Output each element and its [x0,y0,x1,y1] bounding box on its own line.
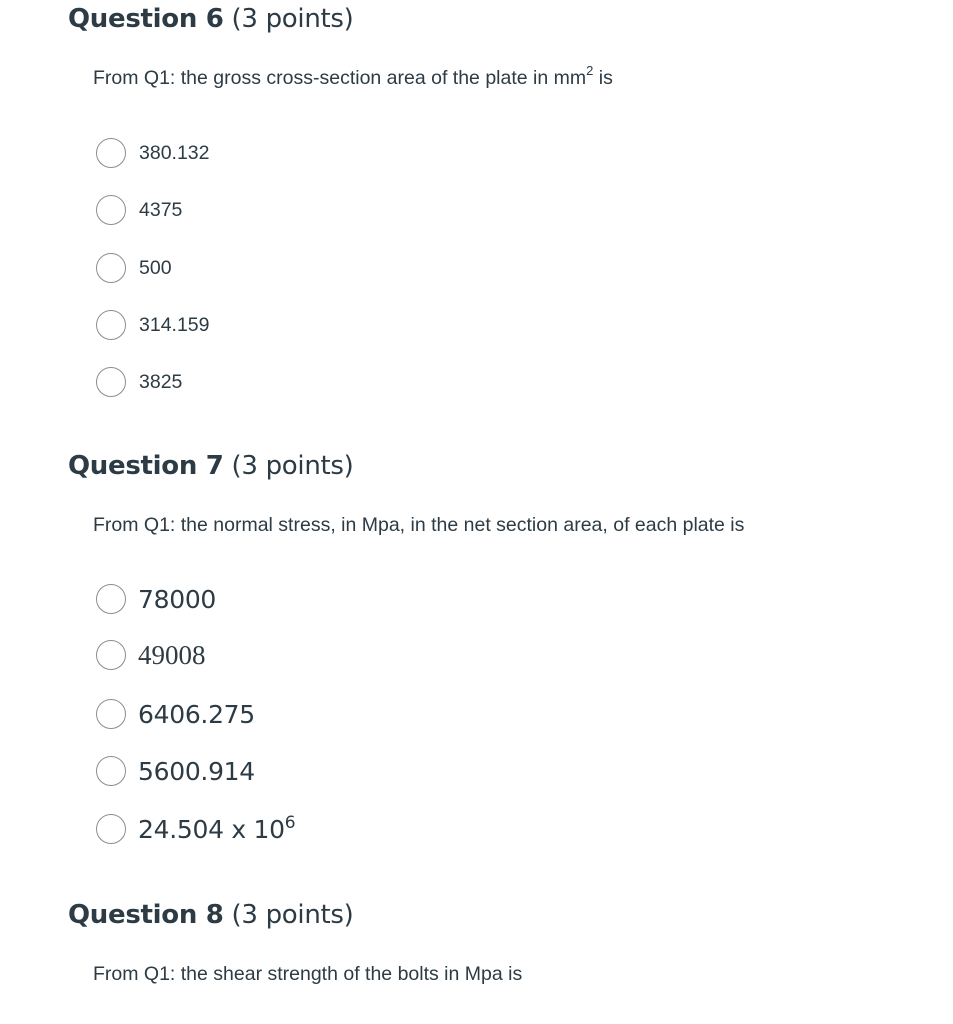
question-7-prompt: From Q1: the normal stress, in Mpa, in the net section area, of each plate is [93,514,745,536]
question-8-title [68,900,354,930]
question-8-number: Question 8 [68,900,224,930]
q6-option-3-label: 500 [139,256,172,279]
radio-button[interactable] [96,814,126,844]
radio-button[interactable] [96,640,126,670]
radio-button[interactable] [96,195,126,225]
q7-option-3-label: 6406.275 [138,699,255,729]
q7-option-2[interactable] [96,638,206,672]
q7-option-5-label [138,812,296,844]
q6-option-5-label: 3825 [139,370,183,393]
question-6-prompt-end: is [593,67,613,89]
q6-option-2[interactable] [96,193,182,227]
q6-option-1-label: 380.132 [139,141,210,164]
question-7-number: Question 7 [68,451,224,481]
question-6-prompt [93,63,613,90]
q6-option-4[interactable] [96,308,210,342]
q7-option-1[interactable] [96,582,216,616]
q7-option-1-label: 78000 [138,584,217,614]
radio-button[interactable] [96,138,126,168]
q6-option-2-label: 4375 [139,198,183,221]
q7-option-4-label: 5600.914 [138,756,255,786]
q6-option-3[interactable] [96,251,172,285]
radio-button[interactable] [96,756,126,786]
q7-option-4[interactable] [96,754,255,788]
q6-option-1[interactable] [96,136,210,170]
radio-button[interactable] [96,367,126,397]
q6-option-4-label: 314.159 [139,313,210,336]
radio-button[interactable] [96,310,126,340]
question-6-number: Question 6 [68,4,224,34]
question-6-title [68,4,354,34]
q7-option-5-sup: 6 [284,812,296,833]
question-6-prompt-text: From Q1: the gross cross-section area of the plate in mm [93,67,587,89]
radio-button[interactable] [96,253,126,283]
q7-option-3[interactable] [96,697,255,731]
question-7-title [68,451,354,481]
question-6-points: (3 points) [231,4,354,34]
q7-option-5-text: 24.504 x 10 [138,814,285,844]
question-7-points: (3 points) [231,451,354,481]
radio-button[interactable] [96,699,126,729]
q7-option-5[interactable] [96,812,295,846]
question-6-prompt-sup: 2 [586,63,594,78]
question-8-prompt: From Q1: the shear strength of the bolts in Mpa is [93,963,523,985]
radio-button[interactable] [96,584,126,614]
question-8-points: (3 points) [231,900,354,930]
q6-option-5[interactable] [96,365,182,399]
q7-option-2-label: 49008 [138,639,206,670]
